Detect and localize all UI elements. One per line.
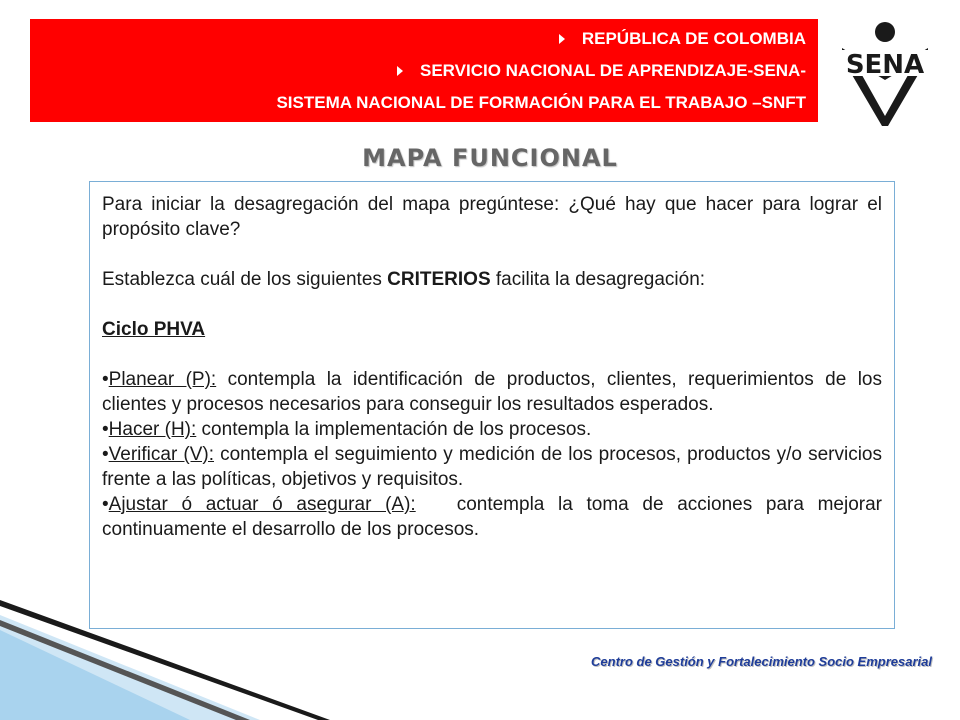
header-band [30, 19, 818, 122]
sena-logo [828, 18, 942, 128]
header-line-sena: SERVICIO NACIONAL DE APRENDIZAJE-SENA- [397, 61, 806, 81]
phva-item-hacer: •Hacer (H): contempla la implementación de los procesos. [102, 419, 592, 440]
phva-item-verificar: •Verificar (V): contempla el seguimiento y medición de los procesos, productos y/o servicios frente a las políticas, objetivos y requisitos. [102, 444, 882, 490]
decorative-swoosh [0, 580, 330, 720]
phva-item-ajustar: •Ajustar ó actuar ó asegurar (A): contempla la toma de acciones para mejorar continuamente el desarrollo de los procesos. [102, 494, 888, 540]
page-title: MAPA FUNCIONAL [362, 144, 618, 172]
header-line-country: REPÚBLICA DE COLOMBIA [559, 29, 806, 49]
cycle-heading: Ciclo PHVA [102, 319, 206, 340]
criteria-paragraph: Establezca cuál de los siguientes CRITERIOS facilita la desagregación: [102, 269, 706, 290]
content-box [89, 181, 895, 629]
intro-paragraph: Para iniciar la desagregación del mapa pregúntese: ¿Qué hay que hacer para lograr el propósito clave? [102, 194, 882, 240]
footer-center-name: Centro de Gestión y Fortalecimiento Socio Empresarial [591, 654, 932, 669]
phva-item-planear: •Planear (P): contempla la identificación de productos, clientes, requerimientos de los clientes y procesos necesarios para conseguir los resultados esperados. [102, 369, 883, 415]
arrow-right-icon [397, 66, 403, 76]
arrow-right-icon [559, 34, 565, 44]
content-text [102, 192, 888, 542]
logo-text: SENA [845, 50, 925, 80]
criteria-keyword: CRITERIOS [387, 269, 491, 290]
header-line-snft: SISTEMA NACIONAL DE FORMACIÓN PARA EL TRABAJO –SNFT [276, 93, 806, 112]
